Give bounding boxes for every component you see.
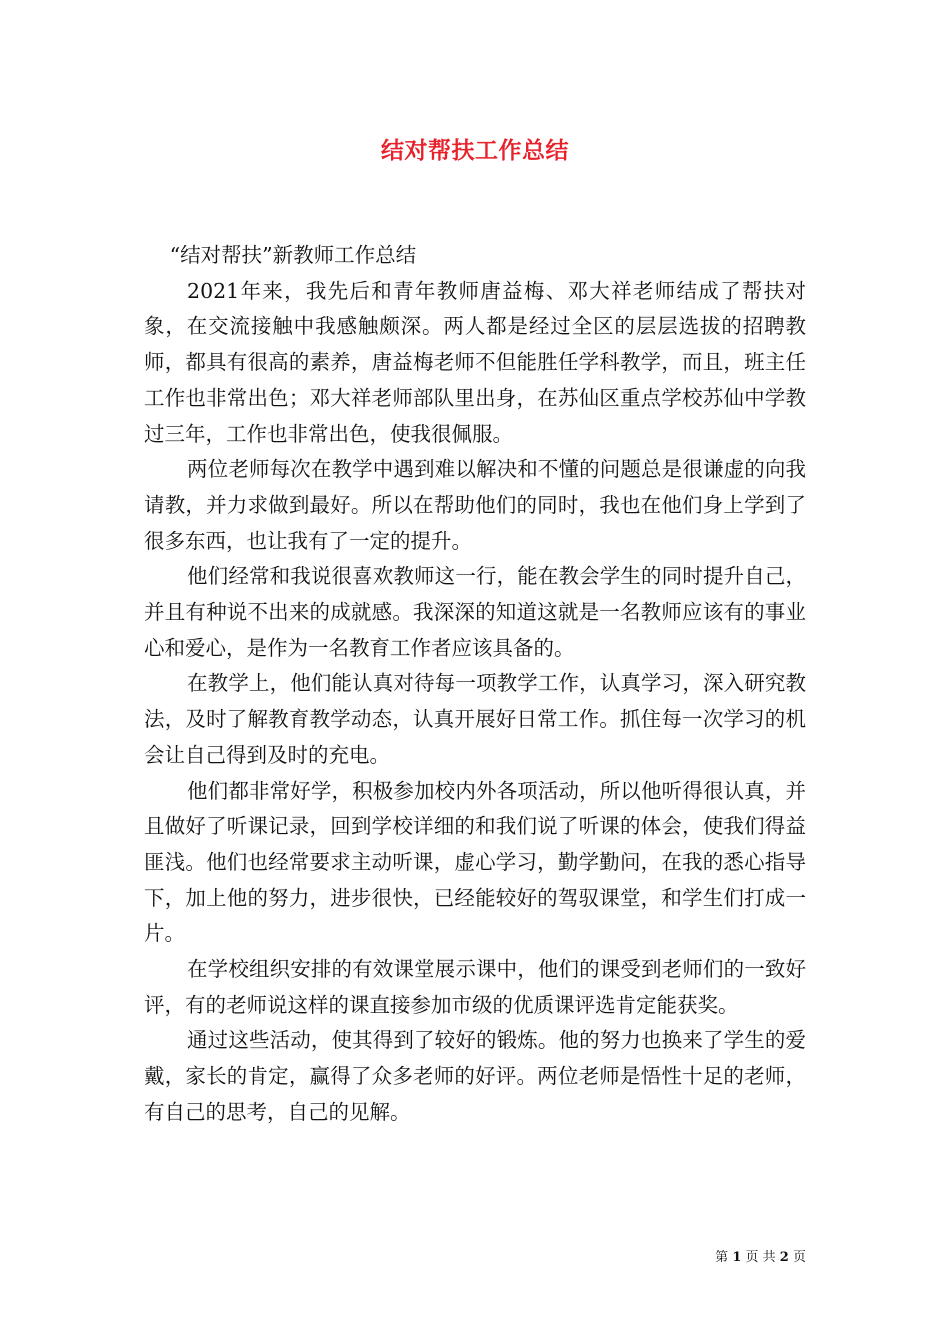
footer-middle: 页 共 xyxy=(745,1250,776,1265)
paragraph-6: 在学校组织安排的有效课堂展示课中，他们的课受到老师们的一致好评，有的老师说这样的课直接参加市级的优质课评选肯定能获奖。 xyxy=(144,957,806,1017)
document-subtitle: “结对帮扶”新教师工作总结 xyxy=(169,243,417,267)
page-number-footer xyxy=(715,1246,806,1265)
paragraph-2: 两位老师每次在教学中遇到难以解决和不懂的问题总是很谦虚的向我请教，并力求做到最好。所以在帮助他们的同时，我也在他们身上学到了很多东西，也让我有了一定的提升。 xyxy=(144,457,806,553)
paragraph-5: 他们都非常好学，积极参加校内外各项活动，所以他听得很认真，并且做好了听课记录，回到学校详细的和我们说了听课的体会，使我们得益匪浅。他们也经常要求主动听课，虚心学习，勤学勤问，在我的悉心指导下，加上他的努力，进步很快，已经能较好的驾驭课堂，和学生们打成一片。 xyxy=(144,778,806,946)
document-title: 结对帮扶工作总结 xyxy=(381,137,569,164)
paragraph-3: 他们经常和我说很喜欢教师这一行，能在教会学生的同时提升自己，并且有种说不出来的成就感。我深深的知道这就是一名教师应该有的事业心和爱心，是作为一名教育工作者应该具备的。 xyxy=(144,564,806,660)
footer-current-page: 1 xyxy=(732,1250,742,1265)
document-body xyxy=(144,238,806,1131)
paragraph-4: 在教学上，他们能认真对待每一项教学工作，认真学习，深入研究教法，及时了解教育教学动态，认真开展好日常工作。抓住每一次学习的机会让自己得到及时的充电。 xyxy=(144,671,806,767)
footer-total-pages: 2 xyxy=(779,1250,789,1265)
paragraph-7: 通过这些活动，使其得到了较好的锻炼。他的努力也换来了学生的爱戴，家长的肯定，赢得了众多老师的好评。两位老师是悟性十足的老师，有自己的思考，自己的见解。 xyxy=(144,1028,806,1124)
footer-prefix: 第 xyxy=(715,1250,729,1265)
paragraph-1: 2021年来，我先后和青年教师唐益梅、邓大祥老师结成了帮扶对象，在交流接触中我感触颇深。两人都是经过全区的层层选拔的招聘教师，都具有很高的素养，唐益梅老师不但能胜任学科教学，而且，班主任工作也非常出色；邓大祥老师部队里出身，在苏仙区重点学校苏仙中学教过三年，工作也非常出色，使我很佩服。 xyxy=(144,278,806,446)
footer-suffix: 页 xyxy=(792,1250,806,1265)
